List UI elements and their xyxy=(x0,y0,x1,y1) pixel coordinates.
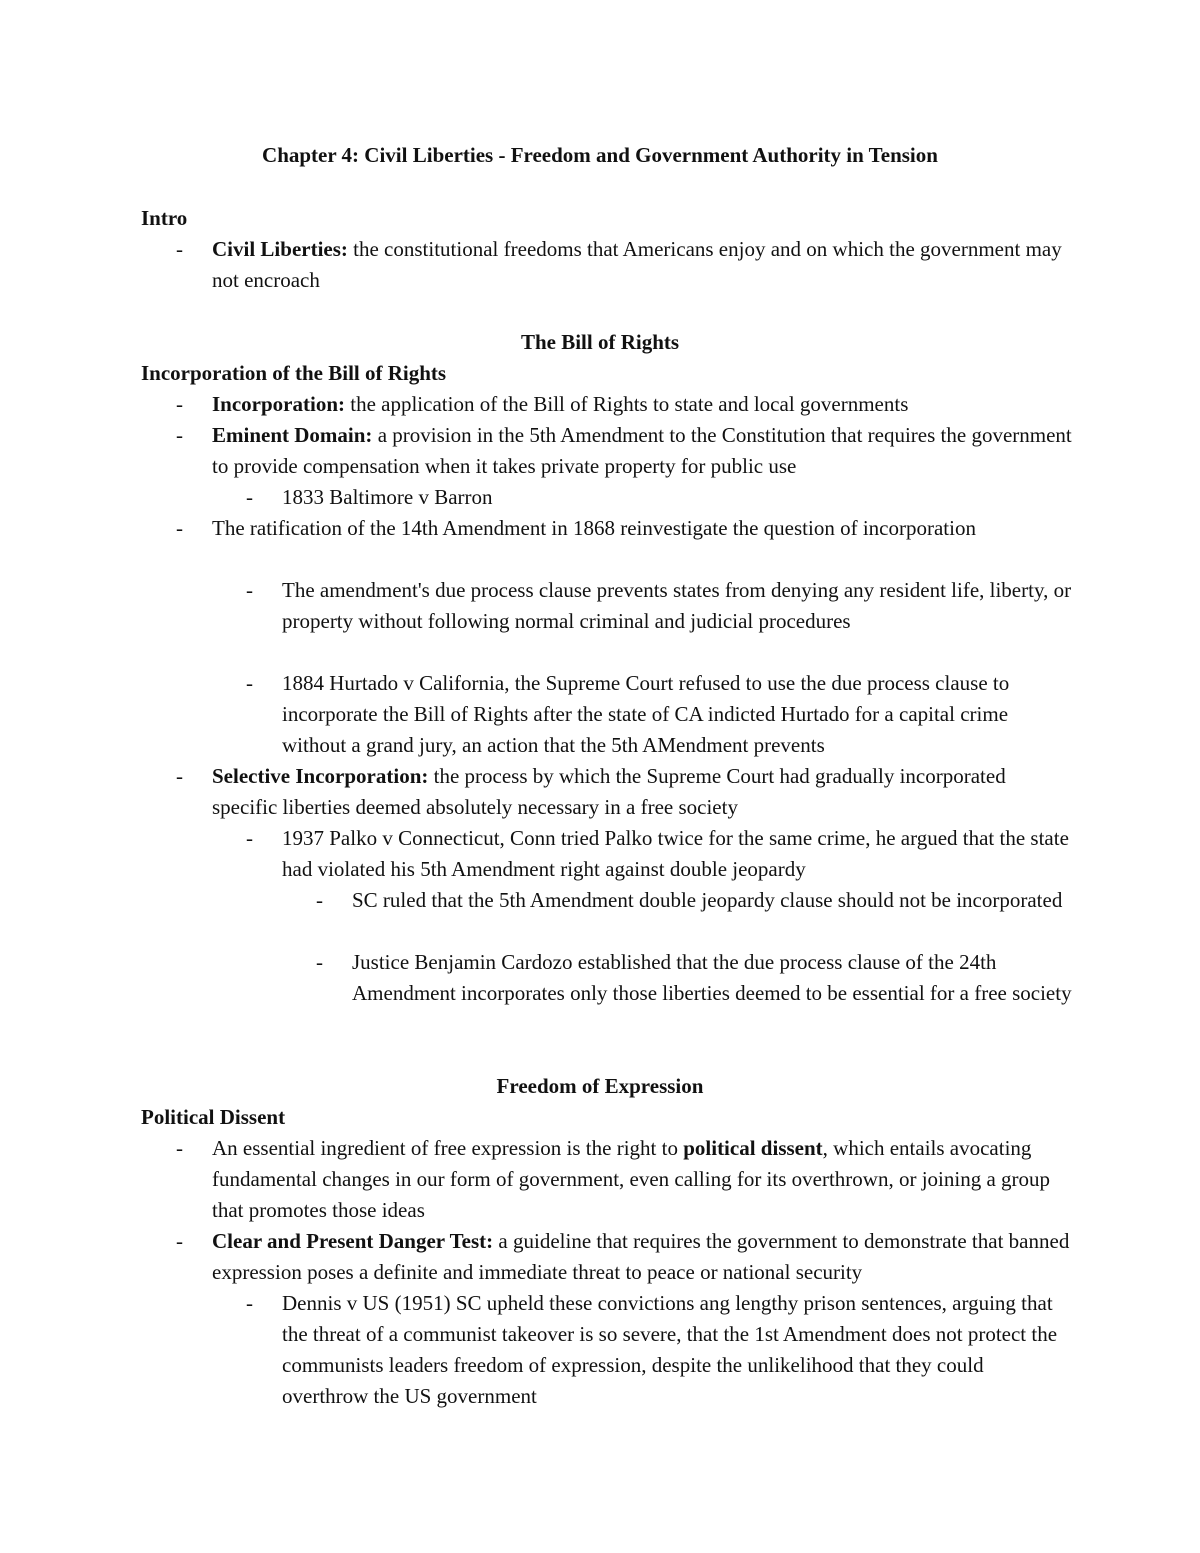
item-text: 1884 Hurtado v California, the Supreme Court refused to use the due process clause to incorporate the Bill of Rights after the state of CA indicted Hurtado for a capital crime without a grand jury, an action that the 5th AMendment prevents xyxy=(282,671,1010,757)
list-item xyxy=(176,761,1072,823)
section-heading-bill-of-rights: The Bill of Rights xyxy=(520,330,680,354)
item-text: 1937 Palko v Connecticut, Conn tried Palko twice for the same crime, he argued that the state had violated his 5th Amendment right against double jeopardy xyxy=(282,826,1069,881)
bullet-dash: - xyxy=(176,237,183,261)
subheading-incorporation: Incorporation of the Bill of Rights xyxy=(141,361,447,385)
list-item xyxy=(246,668,1072,761)
definition: the process by which the Supreme Court had gradually incorporated specific liberties deemed absolutely necessary in a free society xyxy=(212,764,1006,819)
list-item xyxy=(246,1288,1072,1412)
definition: the application of the Bill of Rights to state and local governments xyxy=(345,392,909,416)
item-text: The ratification of the 14th Amendment in 1868 reinvestigate the question of incorporation xyxy=(212,516,976,540)
bullet-dash: - xyxy=(316,950,323,974)
bullet-dash: - xyxy=(176,1136,183,1160)
subheading-political-dissent: Political Dissent xyxy=(141,1105,286,1129)
list-item xyxy=(316,885,1072,916)
bullet-dash: - xyxy=(246,578,253,602)
term: Civil Liberties: xyxy=(212,237,348,261)
list-item xyxy=(176,420,1072,482)
list-item xyxy=(176,1226,1072,1288)
section-heading-intro: Intro xyxy=(141,206,188,230)
item-text: SC ruled that the 5th Amendment double jeopardy clause should not be incorporated xyxy=(352,888,1063,912)
list-item xyxy=(246,575,1072,637)
definition: a guideline that requires the government to demonstrate that banned expression poses a definite and immediate threat to peace or national security xyxy=(212,1229,1070,1284)
term: Eminent Domain: xyxy=(212,423,373,447)
bullet-dash: - xyxy=(246,485,253,509)
item-text: Dennis v US (1951) SC upheld these convictions ang lengthy prison sentences, arguing that the threat of a communist takeover is so severe, that the 1st Amendment does not protect the communists leaders freedom of expression, despite the unlikelihood that they could overthrow the US government xyxy=(282,1291,1058,1408)
item-text-pre: An essential ingredient of free expression is the right to xyxy=(212,1136,684,1160)
list-item xyxy=(176,1133,1072,1226)
bullet-dash: - xyxy=(246,1291,253,1315)
bullet-dash: - xyxy=(176,516,183,540)
item-text: The amendment's due process clause prevents states from denying any resident life, liberty, or property without following normal criminal and judicial procedures xyxy=(282,578,1072,633)
list-item xyxy=(316,947,1072,1009)
bullet-dash: - xyxy=(176,423,183,447)
item-text: Justice Benjamin Cardozo established that the due process clause of the 24th Amendment incorporates only those liberties deemed to be essential for a free society xyxy=(352,950,1072,1005)
bullet-dash: - xyxy=(246,826,253,850)
page-title: Chapter 4: Civil Liberties - Freedom and Government Authority in Tension xyxy=(262,143,938,167)
definition: , which entails avocating fundamental changes in our form of government, even calling for its overthrown, or joining a group that promotes those ideas xyxy=(212,1136,1051,1222)
term: political dissent xyxy=(683,1136,823,1160)
bullet-dash: - xyxy=(176,764,183,788)
bullet-dash: - xyxy=(176,1229,183,1253)
list-item xyxy=(246,482,1072,513)
list-item xyxy=(176,389,1072,420)
definition: a provision in the 5th Amendment to the Constitution that requires the government to provide compensation when it takes private property for public use xyxy=(212,423,1072,478)
bullet-dash: - xyxy=(316,888,323,912)
list-item xyxy=(246,823,1072,885)
bullet-dash: - xyxy=(176,392,183,416)
item-text: 1833 Baltimore v Barron xyxy=(282,485,493,509)
term: Incorporation: xyxy=(212,392,345,416)
term: Clear and Present Danger Test: xyxy=(212,1229,494,1253)
list-item xyxy=(176,234,1072,296)
bullet-dash: - xyxy=(246,671,253,695)
term: Selective Incorporation: xyxy=(212,764,429,788)
section-heading-freedom-of-expression: Freedom of Expression xyxy=(496,1074,704,1098)
definition: the constitutional freedoms that Americans enjoy and on which the government may not encroach xyxy=(212,237,1062,292)
list-item xyxy=(176,513,1072,544)
